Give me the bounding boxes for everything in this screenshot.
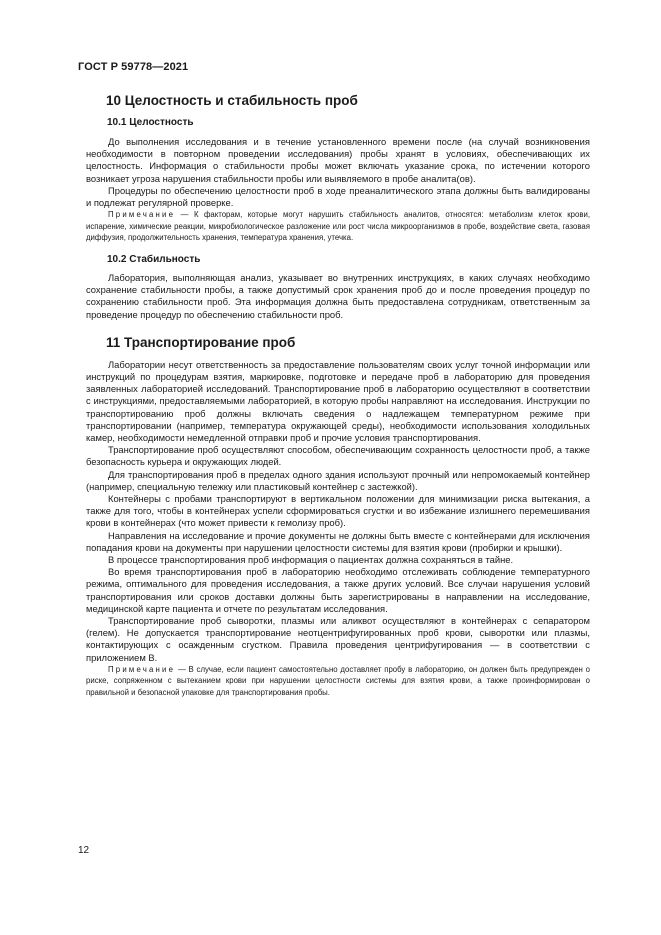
paragraph-11-6: В процессе транспортирования проб информация о пациентах должна сохраняться в тайне. <box>108 554 514 566</box>
note-text: — В случае, если пациент самостоятельно доставляет пробу в лабораторию, он должен быть предупрежден о риске, сопряженном с вытеканием крови при нарушении целостности системы для взятия крови, а также проинформирован о правильной и безопасной упаковке для транспортирования пробы. <box>86 664 590 698</box>
paragraph-11-2: Транспортирование проб осуществляют способом, обеспечивающим сохранность целостности проб, а также безопасность курьера и окружающих людей. <box>86 444 590 468</box>
note-11 <box>86 664 590 699</box>
note-label: Примечание <box>108 210 176 220</box>
page-content <box>86 93 590 699</box>
paragraph-11-4: Контейнеры с пробами транспортируют в вертикальном положении для минимизации риска вытекания, а также для того, чтобы в контейнерах успели сформироваться сгустки и во избежание излишнего перемешивания крови в контейнерах (что может привести к гемолизу проб). <box>86 493 590 529</box>
section-11-heading: 11 Транспортирование проб <box>106 334 296 350</box>
paragraph-11-7: Во время транспортирования проб в лабораторию необходимо отслеживать соблюдение температурного режима, оптимального для проведения исследования, а также других условий. Все случаи нарушения условий транспортирования или сроков доставки должны быть зарегистрированы в направлении на исследование, медицинской карте пациента и отчете по результатам исследования. <box>86 566 590 614</box>
paragraph-10-2-1: Лаборатория, выполняющая анализ, указывает во внутренних инструкциях, в каких случаях необходимо сохранение стабильности пробы, а также допустимый срок хранения проб до и после проведения процедур по сохранению стабильности проб. Эта информация должна быть предоставлена сотрудникам, ответственным за проведение процедур по обеспечению стабильности проб. <box>86 272 590 320</box>
paragraph-10-1-2: Процедуры по обеспечению целостности проб в ходе преаналитического этапа должны быть валидированы и подлежат регулярной проверке. <box>86 184 590 209</box>
page-number: 12 <box>78 845 90 856</box>
note-text: — К факторам, которые могут нарушить стабильность аналитов, относятся: метаболизм клеток крови, испарение, химические реакции, микробиологическое разложение или рост числа микроорганизмов в пробе, воздействие света, газовая диффузия, продолжительность хранения, температура хранения, утечка. <box>86 210 590 243</box>
paragraph-11-5: Направления на исследование и прочие документы не должны быть вместе с контейнерами для исключения попадания крови на документы при нарушении целостности системы для взятия крови (пробирки и крышки). <box>86 529 590 553</box>
paragraph-11-8: Транспортирование проб сыворотки, плазмы или аликвот осуществляют в контейнерах с сепаратором (гелем). Не допускается транспортирование неотцентрифугированных проб крови, сыворотки или плазмы, контактирующих с осажденным сгустком. Правила проведения центрифугирования — в соответствии с приложением В. <box>86 615 590 663</box>
paragraph-11-3: Для транспортирования проб в пределах одного здания используют прочный или непромокаемый контейнер (например, специальную тележку или пластиковый контейнер с застежкой). <box>86 468 590 492</box>
paragraph-11-1: Лаборатории несут ответственность за предоставление пользователям своих услуг точной информации или инструкций по процедурам взятия, маркировке, подготовке и передаче проб в лабораторию для проведения заявленных лабораторией исследований. Транспортирование проб в лабораторию осуществляют в соответствии с инструкциями, предоставляемыми лабораторией, в которую пробы направляют на исследования. Инструкции по транспортированию проб должны включать сведения о надлежащем температурном режиме при транспортировании (например, температура окружающей среды), необходимости использования холодильных камер, необходимости немедленной отправки проб и прочие условия транспортирования. <box>86 358 590 444</box>
note-label: Примечание <box>108 664 176 674</box>
paragraph-10-1-1: До выполнения исследования и в течение установленного времени после (на случай возникновения необходимости в повторном проведении исследования) пробы хранят в условиях, обеспечивающих их целостность. Информация о стабильности пробы может включать указание срока, по истечении которого возникает угроза нарушения стабильности пробы или выявляемого в пробе аналита(ов). <box>86 136 590 184</box>
subsection-10-2-heading: 10.2 Стабильность <box>107 254 201 265</box>
standard-header: ГОСТ Р 59778—2021 <box>78 61 189 73</box>
section-10-heading: 10 Целостность и стабильность проб <box>106 93 358 108</box>
subsection-10-1-heading: 10.1 Целостность <box>107 117 194 128</box>
note-10-1 <box>86 209 590 244</box>
